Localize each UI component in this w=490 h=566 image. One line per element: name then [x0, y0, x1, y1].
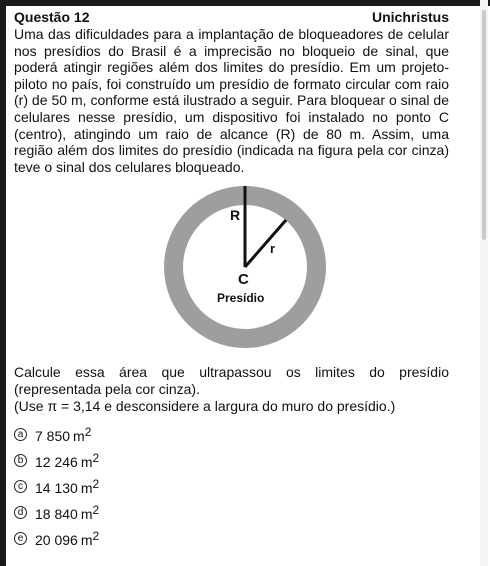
option-b-value: 12 246 — [35, 454, 78, 471]
option-e[interactable] — [14, 522, 449, 548]
option-a[interactable] — [14, 418, 449, 444]
option-a-unit: $m^2$ — [73, 425, 92, 445]
option-a-value: 7 850 — [35, 428, 71, 445]
scrollbar-thumb[interactable] — [482, 10, 486, 240]
option-c[interactable] — [14, 470, 449, 496]
option-e-unit: $m^2$ — [80, 529, 100, 549]
option-c-letter-icon[interactable]: c — [14, 480, 27, 493]
question-source: Unichristus — [371, 9, 449, 25]
answer-options — [14, 418, 449, 548]
question-header — [14, 8, 449, 26]
label-r: r — [270, 241, 276, 257]
prison-diagram — [160, 180, 330, 355]
label-prison: Presídio — [217, 291, 265, 306]
option-c-value: 14 130 — [35, 480, 78, 497]
option-c-unit: $m^2$ — [80, 477, 100, 497]
option-d-letter-icon[interactable]: d — [14, 506, 27, 519]
option-e-letter-icon[interactable]: e — [14, 532, 27, 545]
label-C: C — [238, 271, 249, 289]
window-frame-left — [0, 0, 6, 566]
option-d[interactable] — [14, 496, 449, 522]
option-b-unit: $m^2$ — [80, 451, 100, 471]
label-R: R — [230, 207, 241, 224]
question-line-3: (Use π = 3,14 e desconsidere a largura do muro do presídio.) — [14, 397, 396, 414]
option-e-value: 20 096 — [35, 532, 78, 549]
prison-figure — [14, 180, 449, 360]
option-d-unit: $m^2$ — [80, 503, 100, 523]
option-b-letter-icon[interactable]: b — [14, 454, 27, 467]
question-line-2: (representada pela cor cinza). — [14, 380, 200, 397]
question-prompt — [14, 364, 449, 414]
question-card — [14, 8, 449, 548]
window-frame-top — [0, 0, 490, 6]
question-line-1: Calcule essa área que ultrapassou os limites do presídio — [14, 364, 449, 381]
option-b[interactable] — [14, 444, 449, 470]
question-number: Questão 12 — [14, 9, 90, 25]
option-d-value: 18 840 — [35, 506, 78, 523]
question-statement: Uma das dificuldades para a implantação de bloqueadores de celular nos presídios do Brasil é a imprecisão no bloqueio de sinal, que poderá atingir regiões além dos limites do presídio. Em um projeto-piloto no país, foi construído um presídio de formato circular com raio (r) de 50 m, conforme está ilustrado a seguir. Para bloquear o sinal de celulares nesse presídio, um dispositivo foi instalado no ponto C (centro), atingindo um raio de alcance (R) de 80 m. Assim, uma região além dos limites do presídio (indicada na figura pela cor cinza) teve o sinal dos celulares bloqueado. — [14, 26, 449, 175]
option-a-letter-icon[interactable]: a — [14, 428, 27, 441]
